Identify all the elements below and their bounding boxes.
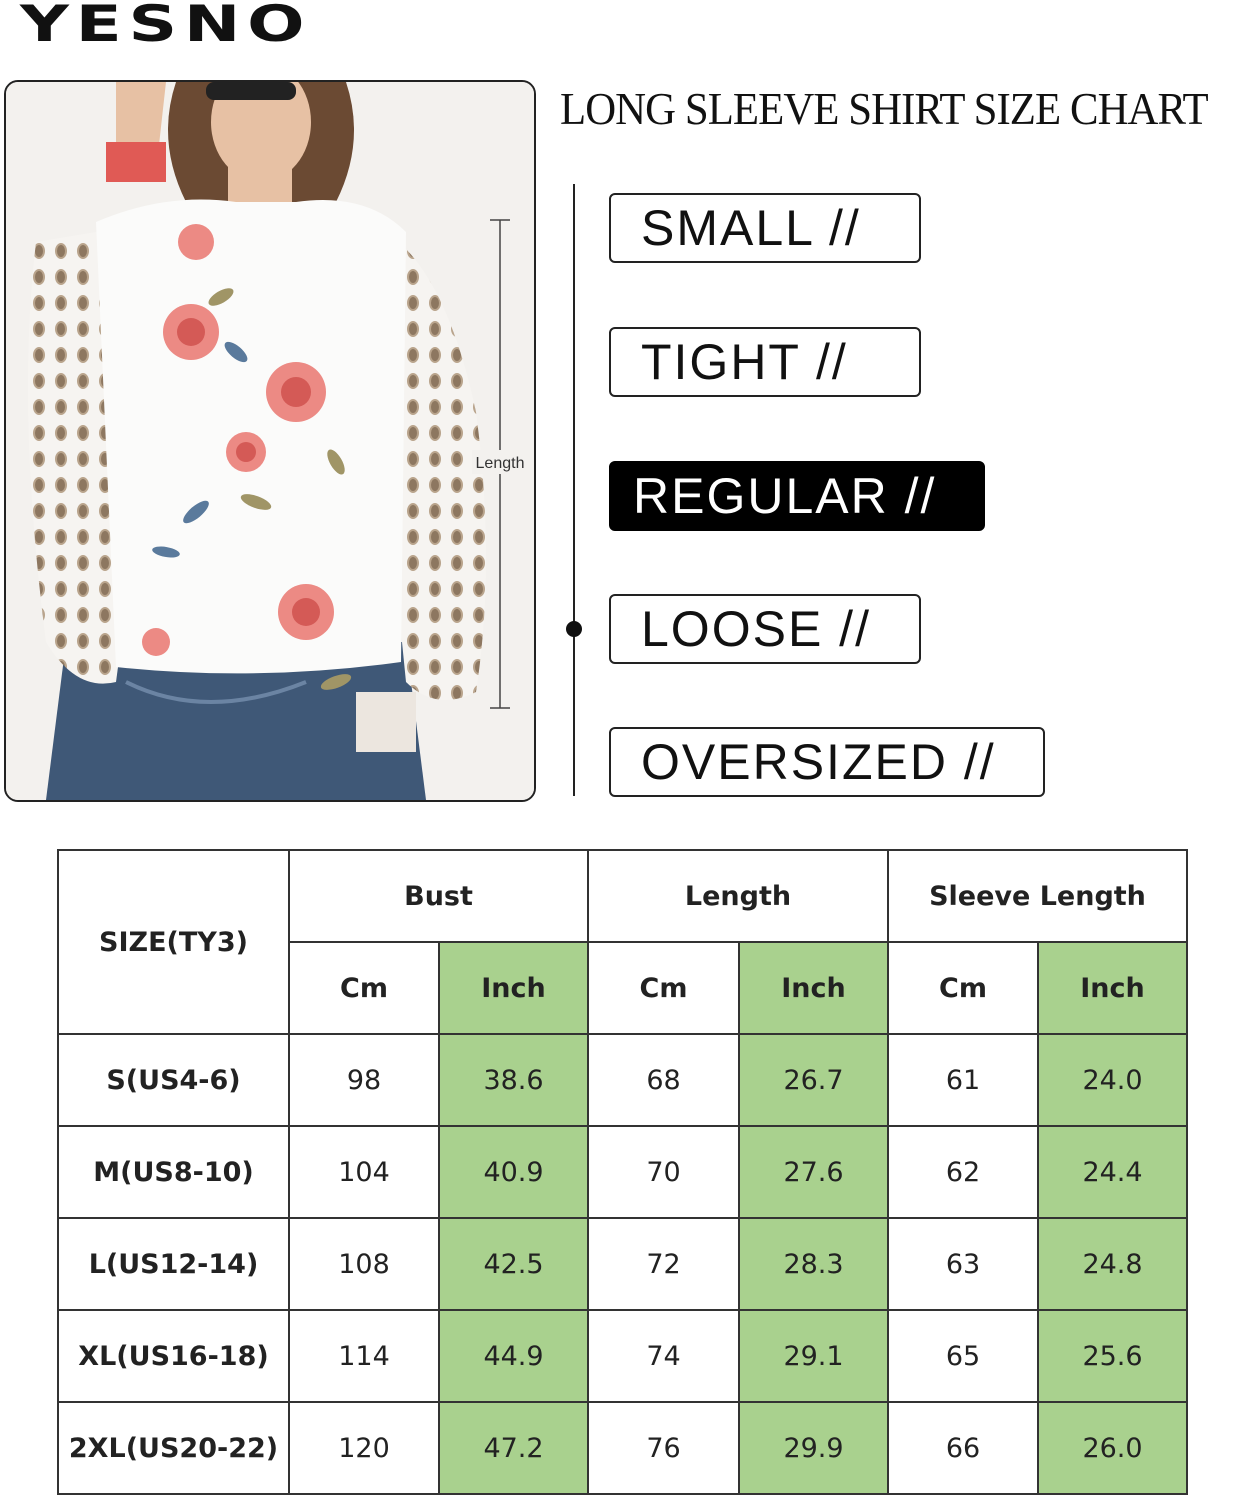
shirt-illustration	[6, 82, 534, 800]
table-cell: 42.5	[439, 1218, 588, 1310]
unit-header: Inch	[439, 942, 588, 1034]
fit-option-loose: LOOSE //	[609, 594, 921, 664]
table-cell: 61	[888, 1034, 1038, 1126]
table-cell: 108	[289, 1218, 439, 1310]
unit-header: Inch	[1038, 942, 1187, 1034]
table-row	[58, 1126, 1187, 1218]
fit-option-regular: REGULAR //	[609, 461, 985, 531]
table-cell: 24.0	[1038, 1034, 1187, 1126]
size-table	[57, 849, 1188, 1495]
table-row	[58, 1218, 1187, 1310]
table-cell: 24.4	[1038, 1126, 1187, 1218]
product-photo	[4, 80, 536, 802]
table-cell: 29.9	[739, 1402, 888, 1494]
table-cell: 47.2	[439, 1402, 588, 1494]
table-cell: 62	[888, 1126, 1038, 1218]
table-row	[58, 1034, 1187, 1126]
table-cell: 120	[289, 1402, 439, 1494]
table-cell: 70	[588, 1126, 739, 1218]
size-label: L(US12-14)	[58, 1218, 289, 1310]
table-cell: 72	[588, 1218, 739, 1310]
unit-header: Cm	[888, 942, 1038, 1034]
group-header-bust: Bust	[289, 850, 588, 942]
page-title: LONG SLEEVE SHIRT SIZE CHART	[560, 83, 1208, 134]
size-label: 2XL(US20-22)	[58, 1402, 289, 1494]
fit-option-tight: TIGHT //	[609, 327, 921, 397]
table-cell: 28.3	[739, 1218, 888, 1310]
table-cell: 76	[588, 1402, 739, 1494]
fit-option-small: SMALL //	[609, 193, 921, 263]
fit-scale-marker	[566, 621, 582, 637]
table-cell: 104	[289, 1126, 439, 1218]
table-row	[58, 1310, 1187, 1402]
size-header: SIZE(TY3)	[58, 850, 289, 1034]
group-header-sleeve-length: Sleeve Length	[888, 850, 1187, 942]
length-label: Length	[475, 455, 525, 472]
table-cell: 38.6	[439, 1034, 588, 1126]
table-cell: 26.0	[1038, 1402, 1187, 1494]
table-cell: 26.7	[739, 1034, 888, 1126]
table-cell: 29.1	[739, 1310, 888, 1402]
size-label: M(US8-10)	[58, 1126, 289, 1218]
table-cell: 65	[888, 1310, 1038, 1402]
table-cell: 63	[888, 1218, 1038, 1310]
table-cell: 27.6	[739, 1126, 888, 1218]
size-label: S(US4-6)	[58, 1034, 289, 1126]
table-cell: 98	[289, 1034, 439, 1126]
table-cell: 40.9	[439, 1126, 588, 1218]
fit-option-oversized: OVERSIZED //	[609, 727, 1045, 797]
table-cell: 25.6	[1038, 1310, 1187, 1402]
table-cell: 66	[888, 1402, 1038, 1494]
fit-scale-line	[573, 184, 575, 796]
table-row	[58, 1402, 1187, 1494]
group-header-length: Length	[588, 850, 888, 942]
table-cell: 24.8	[1038, 1218, 1187, 1310]
brand-logo: YESNO	[20, 0, 312, 53]
unit-header: Inch	[739, 942, 888, 1034]
table-cell: 44.9	[439, 1310, 588, 1402]
unit-header: Cm	[588, 942, 739, 1034]
table-cell: 74	[588, 1310, 739, 1402]
size-label: XL(US16-18)	[58, 1310, 289, 1402]
table-cell: 68	[588, 1034, 739, 1126]
unit-header: Cm	[289, 942, 439, 1034]
table-cell: 114	[289, 1310, 439, 1402]
